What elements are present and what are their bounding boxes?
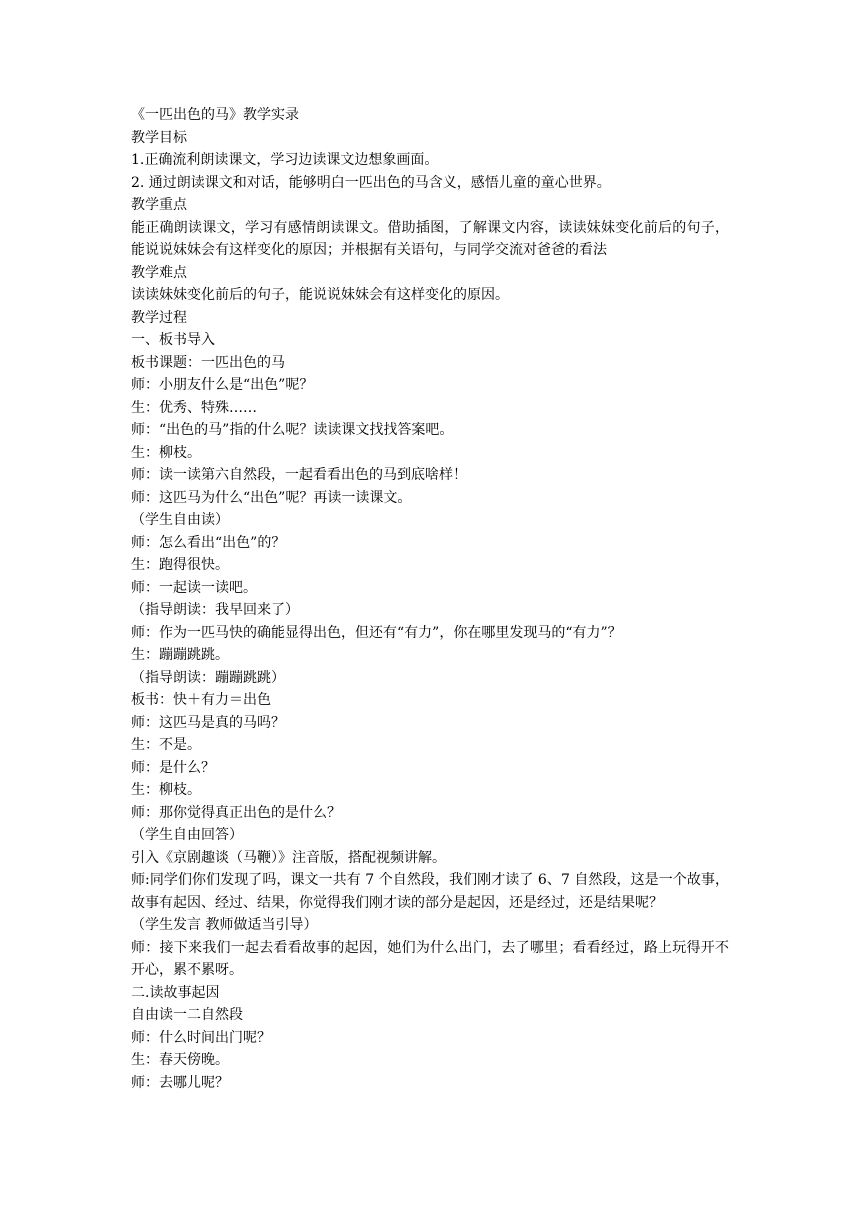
section-heading-key-points: 教学重点 [131, 197, 187, 213]
dialogue-line: 师：去哪儿呢？ [131, 1074, 229, 1091]
dialogue-line: 师：作为一匹马快的确能显得出色，但还有“有力”，你在哪里发现马的“有力”？ [131, 624, 622, 641]
paragraph: 板书课题：一匹出色的马 [131, 354, 285, 371]
document-body [131, 104, 729, 1094]
paragraph: 板书：快＋有力＝出色 [131, 692, 271, 708]
dialogue-line: 师：怎么看出“出色”的？ [131, 534, 286, 551]
dialogue-line: 师：“出色的马”指的什么呢？读读课文找找答案吧。 [131, 422, 454, 438]
subsection-heading: 二.读故事起因 [131, 984, 220, 1001]
dialogue-line: 生：春天傍晚。 [131, 1052, 229, 1068]
dialogue-line: 师：是什么？ [131, 759, 215, 776]
subsection-heading: 一、板书导入 [131, 332, 215, 348]
dialogue-line: 师：接下来我们一起去看看故事的起因，她们为什么出门，去了哪里；看看经过，路上玩得开不开心，累不累呀。 [131, 939, 729, 978]
dialogue-line: 生：优秀、特殊…… [131, 399, 257, 416]
dialogue-line: 师：小朋友什么是“出色”呢？ [131, 377, 314, 393]
stage-note: （指导朗读：我早回来了） [131, 602, 299, 618]
paragraph: 读读妹妹变化前后的句子，能说说妹妹会有这样变化的原因。 [131, 287, 509, 303]
dialogue-line: 师：一起读一读吧。 [131, 579, 257, 596]
section-heading-process: 教学过程 [131, 309, 187, 326]
paragraph: 能正确朗读课文，学习有感情朗读课文。借助插图，了解课文内容，读读妹妹变化前后的句子，能说说妹妹会有这样变化的原因；并根据有关语句，与同学交流对爸爸的看法 [131, 219, 729, 258]
dialogue-line: 生：跑得很快。 [131, 557, 229, 573]
dialogue-line: 生：不是。 [131, 737, 201, 753]
dialogue-line: 师：什么时间出门呢？ [131, 1029, 271, 1046]
dialogue-line: 师：读一读第六自然段，一起看看出色的马到底啥样！ [131, 467, 467, 483]
dialogue-line: 师：那你觉得真正出色的是什么？ [131, 804, 341, 821]
stage-note: （指导朗读：蹦蹦跳跳） [131, 669, 285, 686]
stage-note: （学生自由回答） [131, 827, 243, 843]
dialogue-line: 生：柳枝。 [131, 782, 201, 798]
section-heading-difficulties: 教学难点 [131, 264, 187, 281]
stage-note: （学生发言 教师做适当引导） [131, 917, 318, 933]
dialogue-line: 师：这匹马是真的马吗？ [131, 714, 285, 731]
section-heading-goals: 教学目标 [131, 129, 187, 146]
stage-note: （学生自由读） [131, 512, 229, 528]
document-title: 《一匹出色的马》教学实录 [131, 107, 299, 123]
paragraph: 1.正确流利朗读课文，学习边读课文边想象画面。 [131, 152, 439, 168]
paragraph: 2. 通过朗读课文和对话，能够明白一匹出色的马含义，感悟儿童的童心世界。 [131, 174, 611, 191]
dialogue-line: 生：柳枝。 [131, 444, 201, 461]
paragraph: 自由读一二自然段 [131, 1007, 243, 1023]
dialogue-line: 师:同学们你们发现了吗，课文一共有 7 个自然段，我们刚才读了 6、7 自然段，这是一个故事，故事有起因、经过、结果，你觉得我们刚才读的部分是起因，还是经过，还是结果呢？ [131, 872, 729, 911]
dialogue-line: 生：蹦蹦跳跳。 [131, 647, 229, 663]
paragraph: 引入《京剧趣谈（马鞭）》注音版，搭配视频讲解。 [131, 849, 446, 866]
dialogue-line: 师：这匹马为什么“出色”呢？再读一读课文。 [131, 489, 412, 506]
